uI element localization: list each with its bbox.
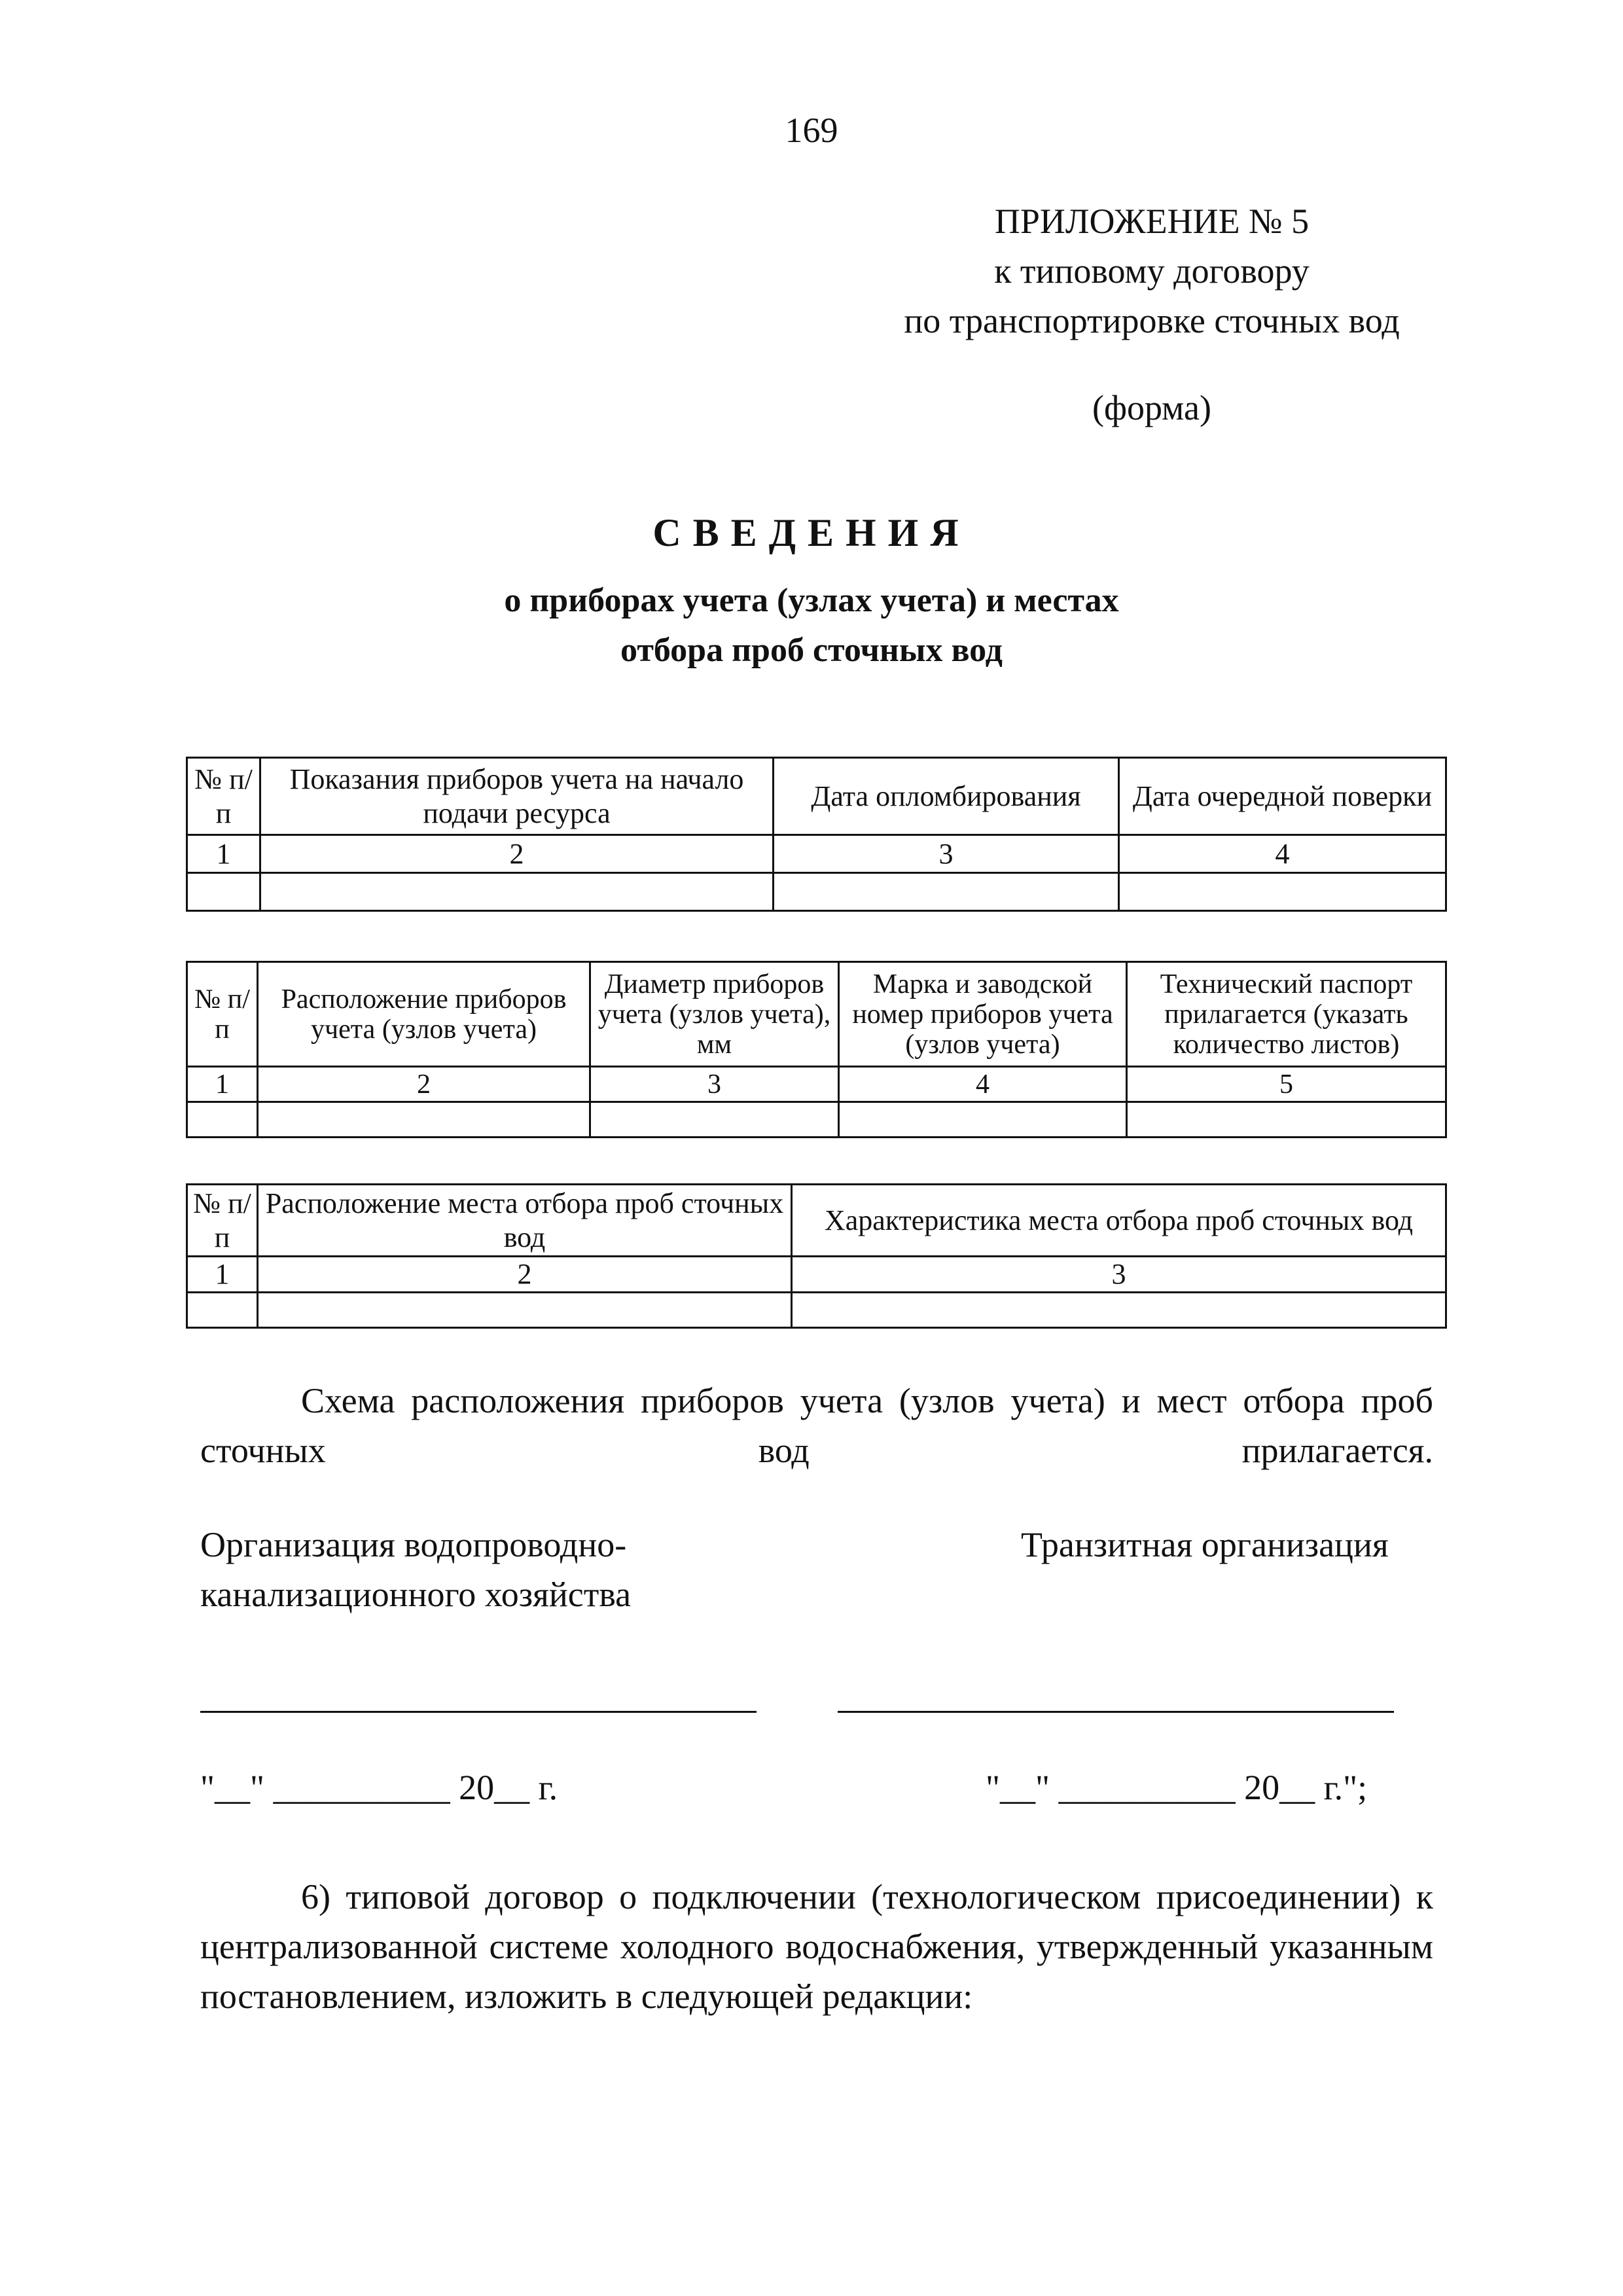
column-number: 2 [258, 1067, 590, 1102]
column-number: 1 [187, 1257, 258, 1293]
empty-cell [774, 873, 1119, 911]
column-number: 3 [590, 1067, 839, 1102]
date-right: "__" __________ 20__ г."; [986, 1768, 1368, 1807]
empty-cell [258, 1293, 792, 1328]
column-header-number: № п/п [187, 758, 260, 835]
empty-cell [258, 1102, 590, 1138]
column-number: 3 [792, 1257, 1446, 1293]
column-header-readings: Показания приборов учета на начало подачи ресурса [260, 758, 774, 835]
appendix-contract-name: по транспортировке сточных вод [904, 301, 1400, 340]
column-number: 4 [839, 1067, 1127, 1102]
signature-line-right [838, 1711, 1394, 1713]
meter-location-table [186, 961, 1447, 1138]
water-utility-organization [200, 1520, 789, 1619]
column-header-meter-location: Расположение приборов учета (узлов учета) [258, 962, 590, 1067]
org-left-line-1: Организация водопроводно- [200, 1525, 627, 1564]
page-number: 169 [785, 111, 838, 150]
paragraph-6-text: 6) типовой договор о подключении (технологическом присоединении) к централизованной системе холодного водоснабжения, утвержденный указанным постановлением, изложить в следующей редакции: [200, 1877, 1433, 2016]
column-number: 5 [1127, 1067, 1446, 1102]
empty-cell [590, 1102, 839, 1138]
empty-cell [1127, 1102, 1446, 1138]
column-number: 2 [258, 1257, 792, 1293]
table-header-row [187, 1185, 1446, 1257]
subtitle-line-2: отбора проб сточных вод [620, 632, 1003, 669]
column-number: 3 [774, 835, 1119, 873]
table-number-row [187, 835, 1446, 873]
transit-organization: Транзитная организация [1021, 1525, 1389, 1564]
scheme-note: Схема расположения приборов учета (узлов учета) и мест отбора проб сточных вод прилагается. [200, 1381, 1433, 1470]
signature-line-left [200, 1711, 757, 1713]
column-header-sampling-location: Расположение места отбора проб сточных вод [258, 1185, 792, 1257]
column-header-sampling-characteristics: Характеристика места отбора проб сточных вод [792, 1185, 1446, 1257]
column-header-diameter: Диаметр приборов учета (узлов учета), мм [590, 962, 839, 1067]
column-header-brand-serial: Марка и заводской номер приборов учета (узлов учета) [839, 962, 1127, 1067]
document-title: СВЕДЕНИЯ [652, 511, 971, 554]
subtitle-line-1: о приборах учета (узлах учета) и местах [504, 582, 1119, 619]
table-header-row [187, 962, 1446, 1067]
table-empty-row [187, 1293, 1446, 1328]
appendix-header [851, 196, 1453, 433]
sampling-location-table [186, 1183, 1447, 1329]
table-empty-row [187, 1102, 1446, 1138]
table-number-row [187, 1257, 1446, 1293]
appendix-title: ПРИЛОЖЕНИЕ № 5 [994, 202, 1310, 241]
column-header-seal-date: Дата опломбирования [774, 758, 1119, 835]
document-subtitle [0, 576, 1623, 675]
column-number: 1 [187, 835, 260, 873]
appendix-reference: к типовому договору [994, 251, 1310, 291]
column-number: 2 [260, 835, 774, 873]
column-header-number: № п/п [187, 962, 258, 1067]
empty-cell [792, 1293, 1446, 1328]
form-label: (форма) [1092, 388, 1211, 427]
column-number: 1 [187, 1067, 258, 1102]
column-number: 4 [1119, 835, 1446, 873]
column-header-next-verification: Дата очередной поверки [1119, 758, 1446, 835]
org-left-line-2: канализационного хозяйства [200, 1575, 632, 1614]
paragraph-6 [200, 1872, 1433, 2021]
empty-cell [260, 873, 774, 911]
date-left: "__" __________ 20__ г. [200, 1768, 558, 1807]
empty-cell [839, 1102, 1127, 1138]
empty-cell [187, 1293, 258, 1328]
table-empty-row [187, 873, 1446, 911]
empty-cell [187, 873, 260, 911]
column-header-technical-passport: Технический паспорт прилагается (указать количество листов) [1127, 962, 1446, 1067]
empty-cell [187, 1102, 258, 1138]
column-header-number: № п/п [187, 1185, 258, 1257]
empty-cell [1119, 873, 1446, 911]
table-number-row [187, 1067, 1446, 1102]
table-header-row [187, 758, 1446, 835]
meter-readings-table [186, 757, 1447, 912]
